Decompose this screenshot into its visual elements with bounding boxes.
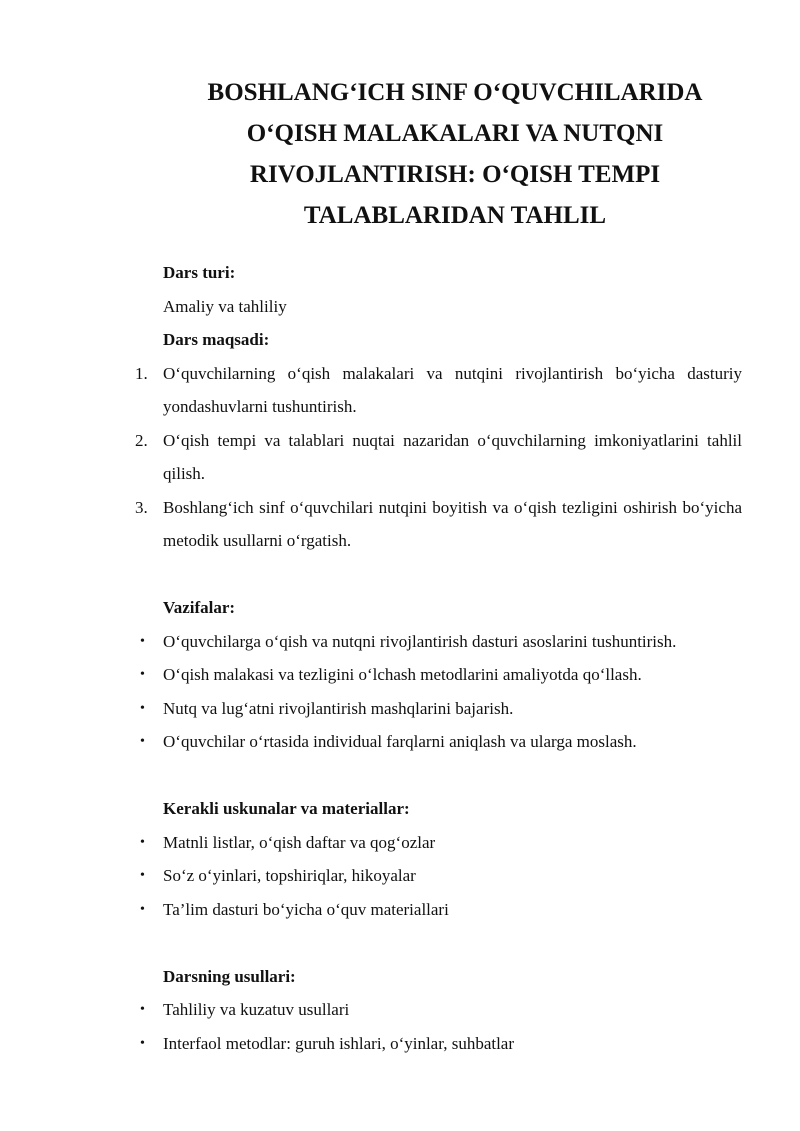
list-item-text: O‘quvchilarga o‘qish va nutqni rivojlantirish dasturi asoslarini tushuntirish. xyxy=(163,631,677,651)
bullet-list-item xyxy=(0,692,800,726)
title-line-1: BOSHLANG‘ICH SINF O‘QUVCHILARIDA xyxy=(207,79,703,106)
bullet-icon: • xyxy=(140,734,145,749)
title-line-4: TALABLARIDAN TAHLIL xyxy=(303,202,607,229)
bullet-list-item xyxy=(0,725,800,759)
list-number: 1. xyxy=(135,363,148,383)
usullar-heading: Darsning usullari: xyxy=(163,966,296,986)
dars-maqsadi-heading: Dars maqsadi: xyxy=(163,330,270,349)
document-body xyxy=(0,256,800,1060)
document-title xyxy=(160,72,750,236)
bullet-list-item xyxy=(0,625,800,659)
list-item-text: Ta’lim dasturi bo‘yicha o‘quv materiallari xyxy=(163,899,449,919)
numbered-list-item xyxy=(0,357,800,424)
bullet-icon: • xyxy=(140,700,145,716)
list-number: 3. xyxy=(135,497,148,517)
bullet-list-item xyxy=(0,859,800,893)
list-item-text: O‘quvchilar o‘rtasida individual farqlarni aniqlash va ularga moslash. xyxy=(163,732,637,751)
section-spacer xyxy=(0,759,800,793)
bullet-icon: • xyxy=(140,1035,145,1051)
list-item-text: O‘qish malakasi va tezligini o‘lchash metodlarini amaliyotda qo‘llash. xyxy=(163,665,642,684)
list-item-text: O‘qish tempi va talablari nuqtai nazaridan o‘quvchilarning imkoniyatlarini tahlil qilish. xyxy=(163,430,742,483)
bullet-icon: • xyxy=(140,1002,145,1017)
bullet-icon: • xyxy=(140,868,145,883)
numbered-list-item xyxy=(0,424,800,491)
vazifalar-heading: Vazifalar: xyxy=(163,598,236,617)
list-item-text: Matnli listlar, o‘qish daftar va qog‘ozlar xyxy=(163,832,436,852)
list-item-text: So‘z o‘yinlari, topshiriqlar, hikoyalar xyxy=(163,866,416,885)
list-number: 2. xyxy=(135,430,148,450)
materiallar-heading: Kerakli uskunalar va materiallar: xyxy=(163,799,410,818)
bullet-icon: • xyxy=(140,667,145,682)
list-item-text: O‘quvchilarning o‘qish malakalari va nutqini rivojlantirish bo‘yicha dasturiy yondashuvlarni tushuntirish. xyxy=(163,363,742,416)
section-spacer xyxy=(0,926,800,960)
bullet-icon: • xyxy=(140,901,145,917)
bullet-list-item xyxy=(0,1027,800,1061)
title-line-2: O‘QISH MALAKALARI VA NUTQNI xyxy=(246,120,664,147)
section-spacer xyxy=(0,558,800,592)
list-item-text: Boshlang‘ich sinf o‘quvchilari nutqini boyitish va o‘qish tezligini oshirish bo‘yicha metodik usullarni o‘rgatish. xyxy=(163,497,742,550)
bullet-list-item xyxy=(0,658,800,692)
numbered-list-item xyxy=(0,491,800,558)
dars-turi-value: Amaliy va tahliliy xyxy=(163,296,287,316)
bullet-list-item xyxy=(0,893,800,927)
title-line-3: RIVOJLANTIRISH: O‘QISH TEMPI xyxy=(249,161,661,188)
bullet-list-item xyxy=(0,826,800,860)
bullet-icon: • xyxy=(140,834,145,850)
bullet-icon: • xyxy=(140,633,145,649)
bullet-list-item xyxy=(0,993,800,1027)
dars-turi-heading: Dars turi: xyxy=(163,263,236,282)
list-item-text: Interfaol metodlar: guruh ishlari, o‘yinlar, suhbatlar xyxy=(163,1033,515,1053)
list-item-text: Nutq va lug‘atni rivojlantirish mashqlarini bajarish. xyxy=(163,698,514,718)
list-item-text: Tahliliy va kuzatuv usullari xyxy=(163,1000,350,1019)
